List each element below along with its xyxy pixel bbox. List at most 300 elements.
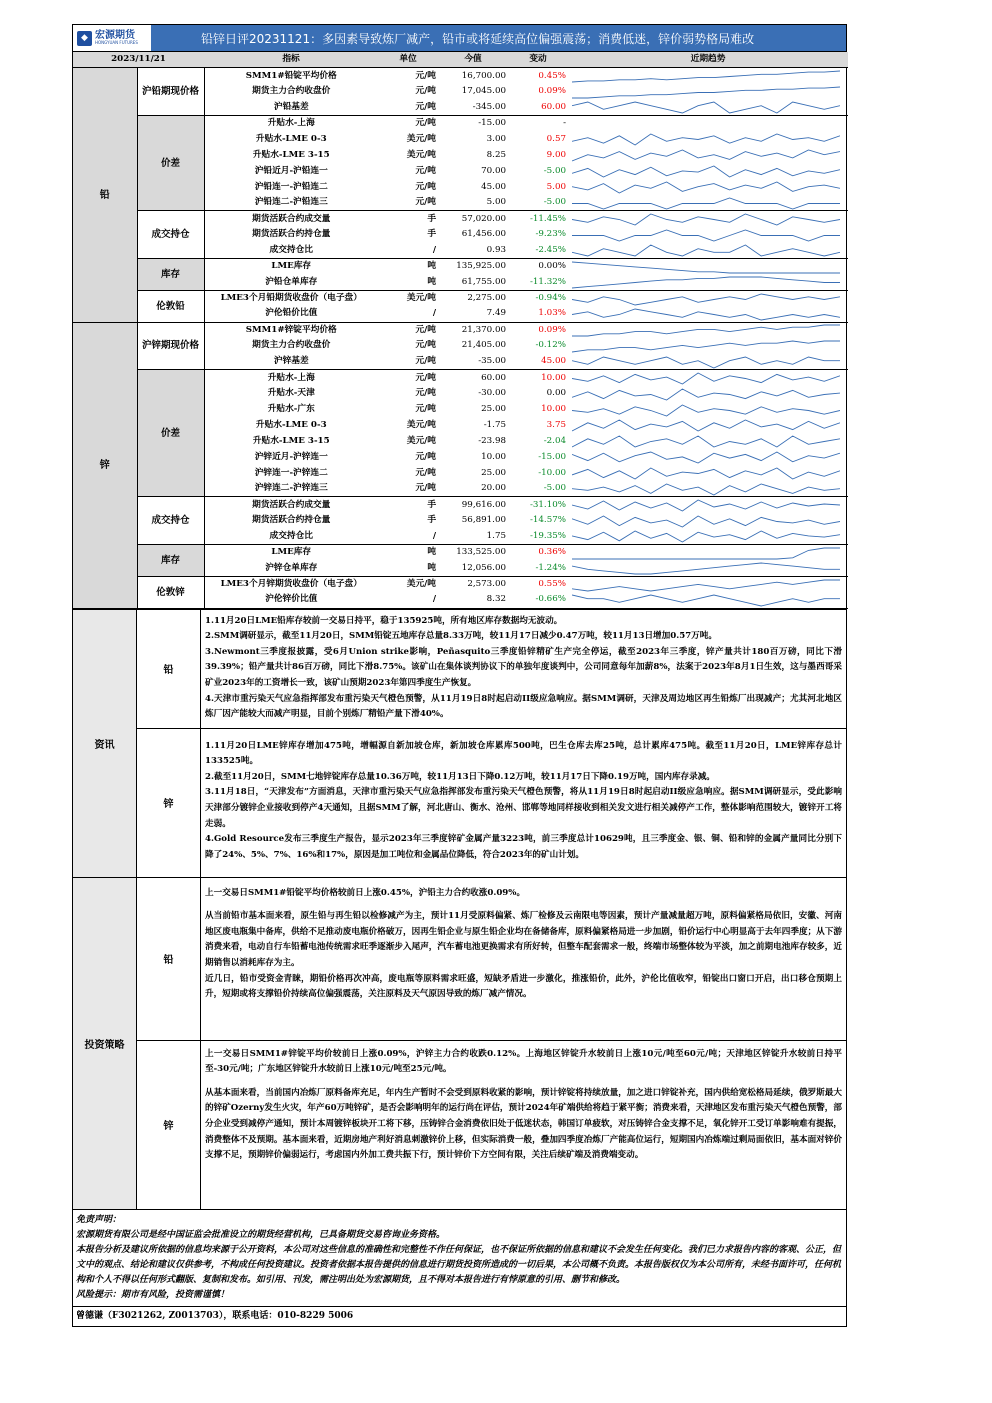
sparkline-line <box>572 531 840 542</box>
sparkline-svg <box>572 212 840 226</box>
sparkline-line <box>572 277 840 288</box>
trend-sparkline <box>568 497 848 513</box>
sparkline-line <box>572 309 840 320</box>
indicator-change: -11.32% <box>508 274 568 290</box>
indicator-value: 8.32 <box>438 592 508 608</box>
indicator-unit: 元/吨 <box>378 100 438 116</box>
indicator-name: 沪锌连一-沪锌连二 <box>254 467 328 478</box>
indicator-change: -2.04 <box>543 435 566 446</box>
strategy-lead-para: 近几日，铅市受资金青睐，期铅价格再次冲高，废电瓶等原料需求旺盛，短缺矛盾进一步激化，推涨铅价，此外，沪伦比值收窄，铅锭出口窗口开启，出口移仓预期上升，短期或将支撑铅价持续高位偏强震荡，关注原料及天气原因导致的炼厂减产情况。 <box>205 973 842 1000</box>
trend-sparkline <box>568 529 848 545</box>
strategy-lead-block <box>137 878 846 1041</box>
disclaimer-line: 宏源期货有限公司是经中国证监会批准设立的期货经营机构，已具备期货交易咨询业务资格。 <box>76 1229 446 1240</box>
indicator-value: 61,456.00 <box>461 229 506 240</box>
news-lead-item: 2.SMM调研显示，截至11月20日，SMM铅锭五地库存总量8.33万吨，较11月17日减少0.47万吨，较11月13日增加0.57万吨。 <box>205 631 717 642</box>
indicator-unit: 手 <box>427 499 436 510</box>
company-logo <box>73 25 151 51</box>
disclaimer-title: 免责声明： <box>76 1214 122 1225</box>
news-lead-item: 1.11月20日LME铅库存较前一交易日持平，稳于135925吨，所有地区库存数据均无波动。 <box>205 615 563 626</box>
indicator-change: 45.00 <box>508 354 568 370</box>
trend-sparkline <box>568 131 848 147</box>
indicator-unit: 手 <box>427 229 436 240</box>
indicator-change: 5.00 <box>546 181 566 192</box>
metal-label-lead: 铅 <box>73 68 137 322</box>
trend-sparkline <box>568 561 848 577</box>
indicator-change: 0.57 <box>546 133 566 144</box>
sparkline-svg <box>572 307 840 321</box>
trend-sparkline <box>568 481 848 497</box>
indicator-name: LME3个月铅期货收盘价（电子盘） <box>220 293 362 304</box>
sparkline-svg <box>572 498 840 512</box>
indicator-value: 7.49 <box>438 306 508 322</box>
indicator-name: 期货活跃合约持仓量 <box>252 515 331 526</box>
sparkline-svg <box>572 561 840 575</box>
trend-sparkline <box>568 243 848 259</box>
sparkline-svg <box>572 355 840 369</box>
indicator-change: 10.00 <box>541 372 566 383</box>
news-lead-text <box>201 610 846 728</box>
table-row <box>73 497 848 513</box>
sparkline-svg <box>572 260 840 274</box>
sparkline-svg <box>572 434 840 448</box>
group-label: 库存 <box>137 545 204 577</box>
report-title: 铅锌日评20231121：多因素导致炼厂减产，铅市或将延续高位偏强震荡；消费低迷，锌价弱势格局难改 <box>201 31 755 46</box>
strategy-zinc-para: 从基本面来看，当前国内冶炼厂原料备库充足，年内生产暂时不会受到原料收紧的影响，预计锌锭将持续放量，加之进口锌锭补充，国内供给宽松格局延续，俄罗斯最大的锌矿Ozerny发生火灾，年产60万吨锌矿，是否会影响明年的运行尚在评估，预计2024年矿端供给将趋于紧平衡；消费来看，天津地区发布重污染天气橙色预警，部分企业受到减停产通知，预计本周镀锌板块开工将下移，压铸锌合金消费依旧处于低迷状态，韩国订单疲软，对压铸锌合金支撑不足，氧化锌开工受订单影响难有提振，消费整体不及预期。基本面来看，近期房地产利好消息刺激锌价上移，但实际消费一般，叠加四季度冶炼厂产能高位运行，短期国内冶炼端过剩局面依旧，基本面对锌价支撑不足，预期锌价偏弱运行，考虑国内外加工费共振下行，预计锌价下方空间有限，关注后续矿端及消费端变动。 <box>205 1087 842 1161</box>
indicator-change: -14.57% <box>529 515 566 526</box>
trend-sparkline <box>568 116 848 132</box>
indicator-name: 沪铅连二-沪铅连三 <box>204 195 378 211</box>
indicator-change: -5.00 <box>508 481 568 497</box>
indicator-change: 0.36% <box>538 547 566 558</box>
trend-sparkline <box>568 259 848 275</box>
sparkline-svg <box>572 387 840 401</box>
indicator-unit: 美元/吨 <box>406 579 436 590</box>
news-lead-block <box>137 610 846 729</box>
indicator-name: 成交持仓比 <box>204 529 378 545</box>
sparkline-line <box>572 500 840 511</box>
indicator-name: LME库存 <box>271 547 312 558</box>
trend-sparkline <box>568 576 848 592</box>
sparkline-line <box>572 262 840 273</box>
indicator-unit: 吨 <box>427 547 436 558</box>
indicator-unit: 美元/吨 <box>406 419 436 430</box>
sparkline-line <box>572 580 840 591</box>
news-zinc-label: 锌 <box>137 729 201 877</box>
indicator-value: 20.00 <box>438 481 508 497</box>
indicator-change: 10.00 <box>541 404 566 415</box>
indicator-value: -345.00 <box>438 100 508 116</box>
sparkline-line <box>572 436 840 447</box>
indicator-value: 1.75 <box>438 529 508 545</box>
indicator-value: 17,045.00 <box>461 86 506 97</box>
trend-sparkline <box>568 195 848 211</box>
sparkline-svg <box>572 546 840 560</box>
indicator-name: 沪铅仓单库存 <box>204 274 378 290</box>
news-lead-item: 4.天津市重污染天气应急指挥部发布重污染天气橙色预警，从11月19日8时起启动II级应急响应。据SMM调研，天津及周边地区再生铅炼厂出现减产；尤其河北地区炼厂因产能较大而减产明显，目前个别炼厂精铅产量下滑40%。 <box>205 693 842 720</box>
indicator-change: -31.10% <box>529 499 566 510</box>
indicator-unit: 吨 <box>378 561 438 577</box>
indicator-value: 2,275.00 <box>467 293 506 304</box>
strategy-lead-text <box>201 878 846 1040</box>
indicator-name: 升贴水-天津 <box>267 388 315 399</box>
strategy-lead-para: 上一交易日SMM1#铅锭平均价格较前日上涨0.45%，沪铅主力合约收涨0.09%。 <box>205 887 526 898</box>
sparkline-line <box>572 357 840 368</box>
table-row <box>73 545 848 561</box>
sparkline-line <box>572 373 840 384</box>
indicator-unit: / <box>378 592 438 608</box>
sparkline-line <box>572 294 840 305</box>
trend-sparkline <box>568 68 848 84</box>
indicator-value: 133,525.00 <box>456 547 506 558</box>
table-row <box>73 322 848 338</box>
indicator-value: -15.00 <box>478 118 506 129</box>
indicator-name: 沪锌连二-沪锌连三 <box>204 481 378 497</box>
header-indicator: 指标 <box>204 52 378 68</box>
logo-english: HONGYUAN FUTURES <box>95 40 138 45</box>
sparkline-svg <box>572 196 840 210</box>
trend-sparkline <box>568 163 848 179</box>
logo-name: 宏源期货 <box>95 30 135 41</box>
indicator-name: 期货活跃合约持仓量 <box>252 229 331 240</box>
news-section-label: 资讯 <box>73 610 137 877</box>
indicator-value: 2,573.00 <box>467 579 506 590</box>
indicator-value: 57,020.00 <box>461 213 506 224</box>
trend-sparkline <box>568 402 848 418</box>
sparkline-line <box>572 198 840 209</box>
indicator-unit: 元/吨 <box>415 165 436 176</box>
sparkline-svg <box>572 371 840 385</box>
indicator-name: 升贴水-LME 0-3 <box>255 419 327 430</box>
sparkline-svg <box>572 403 840 417</box>
indicator-name: 升贴水-LME 3-15 <box>252 149 330 160</box>
table-row <box>73 259 848 275</box>
indicator-value: 5.00 <box>438 195 508 211</box>
header-unit: 单位 <box>378 52 438 68</box>
sparkline-line <box>572 182 840 193</box>
trend-sparkline <box>568 417 848 433</box>
sparkline-line <box>572 102 840 113</box>
table-row <box>73 211 848 227</box>
indicator-change: 0.45% <box>538 70 566 81</box>
strategy-section-label: 投资策略 <box>73 878 137 1209</box>
indicator-unit: 元/吨 <box>415 118 436 129</box>
sparkline-line <box>572 150 840 161</box>
indicator-value: 21,405.00 <box>461 340 506 351</box>
indicator-name: 升贴水-LME 3-15 <box>252 435 330 446</box>
indicator-value: 99,616.00 <box>461 499 506 510</box>
indicator-change: -0.66% <box>508 592 568 608</box>
header-change: 变动 <box>508 52 568 68</box>
indicator-unit: 元/吨 <box>415 404 436 415</box>
indicator-value: 3.00 <box>486 133 506 144</box>
strategy-lead-label: 铅 <box>137 878 201 1040</box>
indicator-name: 期货活跃合约成交量 <box>252 213 331 224</box>
header-date: 2023/11/21 <box>73 52 204 68</box>
trend-sparkline <box>568 338 848 354</box>
sparkline-svg <box>572 85 840 99</box>
indicator-change: -10.00 <box>538 467 566 478</box>
table-row <box>73 68 848 84</box>
sparkline-line <box>572 468 840 479</box>
indicator-name: SMM1#锌锭平均价格 <box>245 324 337 335</box>
trend-sparkline <box>568 211 848 227</box>
indicator-name: 沪锌仓单库存 <box>204 561 378 577</box>
sparkline-svg <box>572 164 840 178</box>
sparkline-line <box>572 230 840 241</box>
indicator-change: 0.09% <box>538 86 566 97</box>
indicator-unit: 美元/吨 <box>406 435 436 446</box>
indicator-change: -9.23% <box>535 229 566 240</box>
news-zinc-text <box>201 729 846 877</box>
trend-sparkline <box>568 449 848 465</box>
trend-sparkline <box>568 354 848 370</box>
indicator-change: 3.75 <box>546 419 566 430</box>
sparkline-svg <box>572 339 840 353</box>
sparkline-line <box>572 245 840 256</box>
sparkline-svg <box>572 100 840 114</box>
trend-sparkline <box>568 465 848 481</box>
group-label: 成交持仓 <box>137 211 204 259</box>
trend-sparkline <box>568 433 848 449</box>
news-lead-item: 3.Newmont三季度报披露，受6月Union strike影响，Peñasquito三季度铅锌精矿生产完全停运，截至2023年三季度，锌产量共计180百万磅，同比下滑39.39%；铅产量共计86百万磅，同比下滑8.75%。该矿山在集体谈判协议下的单独年度谈判中，公司同意每年加薪8%，法案于2023年8月1日生效，这与墨西哥采矿业2023年的工资增长一致，该矿山预期2023年第四季度生产恢复。 <box>205 646 842 689</box>
indicator-change: 0.00 <box>546 388 566 399</box>
sparkline-line <box>572 341 840 352</box>
sparkline-line <box>572 452 840 463</box>
sparkline-line <box>572 134 840 145</box>
sparkline-line <box>572 420 840 431</box>
metal-label-zinc: 锌 <box>73 322 137 608</box>
strategy-zinc-para: 上一交易日SMM1#锌锭平均价较前日上涨0.09%，沪锌主力合约收跌0.12%。上海地区锌锭升水较前日上涨10元/吨至60元/吨；天津地区锌锭升水较前日持平至-30元/吨；广东地区锌锭升水较前日上涨10元/吨至25元/吨。 <box>205 1048 842 1075</box>
indicator-value: 25.00 <box>481 404 506 415</box>
trend-sparkline <box>568 84 848 100</box>
indicator-table <box>73 52 848 609</box>
news-zinc-item: 2.截至11月20日，SMM七地锌锭库存总量10.36万吨，较11月13日下降0.12万吨，较11月17日下降0.19万吨，国内库存录减。 <box>205 771 715 782</box>
indicator-name: LME3个月锌期货收盘价（电子盘） <box>220 579 362 590</box>
indicator-value: 56,891.00 <box>461 515 506 526</box>
trend-sparkline <box>568 592 848 608</box>
indicator-name: 沪锌近月-沪锌连一 <box>254 451 328 462</box>
news-lead-label: 铅 <box>137 610 201 728</box>
indicator-unit: 元/吨 <box>378 195 438 211</box>
indicator-unit: 元/吨 <box>415 467 436 478</box>
table-row <box>73 370 848 386</box>
disclaimer-line: 风险提示：期市有风险，投资需谨慎！ <box>76 1289 230 1300</box>
indicator-change: -15.00 <box>538 451 566 462</box>
indicator-name: 期货主力合约收盘价 <box>252 86 331 97</box>
indicator-name: 沪伦锌价比值 <box>204 592 378 608</box>
trend-sparkline <box>568 306 848 322</box>
sparkline-svg <box>572 593 840 607</box>
indicator-name: 沪伦铅价比值 <box>204 306 378 322</box>
trend-sparkline <box>568 227 848 243</box>
trend-sparkline <box>568 100 848 116</box>
sparkline-line <box>572 548 840 559</box>
indicator-unit: / <box>378 306 438 322</box>
indicator-unit: 元/吨 <box>415 451 436 462</box>
indicator-name: 升贴水-上海 <box>267 372 315 383</box>
group-label: 沪锌期现价格 <box>137 322 204 370</box>
header-value: 今值 <box>438 52 508 68</box>
trend-sparkline <box>568 179 848 195</box>
indicator-name: 沪铅连一-沪铅连二 <box>254 181 328 192</box>
indicator-unit: 元/吨 <box>415 340 436 351</box>
indicator-value: 135,925.00 <box>456 261 506 272</box>
sparkline-svg <box>572 292 840 306</box>
strategy-section <box>73 877 846 1209</box>
group-label: 价差 <box>137 370 204 497</box>
indicator-change: -5.00 <box>543 165 566 176</box>
indicator-change: 0.09% <box>538 324 566 335</box>
group-label: 伦敦锌 <box>137 576 204 608</box>
disclaimer <box>73 1209 846 1306</box>
sparkline-line <box>572 389 840 400</box>
indicator-name: 沪铅基差 <box>204 100 378 116</box>
sparkline-svg <box>572 514 840 528</box>
sparkline-line <box>572 595 840 606</box>
trend-sparkline <box>568 386 848 402</box>
sparkline-line <box>572 166 840 177</box>
trend-sparkline <box>568 370 848 386</box>
news-zinc-item: 1.11月20日LME锌库存增加475吨，增幅源自新加坡仓库，新加坡仓库累库500吨，巴生仓库去库25吨，总计累库475吨。截至11月20日，LME锌库存总计133525吨。 <box>205 740 842 767</box>
indicator-name: SMM1#铅锭平均价格 <box>245 70 337 81</box>
strategy-zinc-label: 锌 <box>137 1041 201 1209</box>
trend-sparkline <box>568 147 848 163</box>
analyst-contact: 曾德谦（F3021262, Z0013703），联系电话：010-8229 5006 <box>73 1306 846 1326</box>
indicator-change: 1.03% <box>508 306 568 322</box>
header-trend: 近期趋势 <box>568 52 848 68</box>
sparkline-line <box>572 71 840 82</box>
indicator-unit: 美元/吨 <box>406 133 436 144</box>
indicator-value: 16,700.00 <box>461 70 506 81</box>
indicator-change: -0.12% <box>535 340 566 351</box>
indicator-value: 45.00 <box>481 181 506 192</box>
report-page <box>72 24 847 1327</box>
sparkline-line <box>572 484 840 495</box>
indicator-change: - <box>563 118 566 129</box>
strategy-zinc-block <box>137 1041 846 1209</box>
indicator-change: -11.45% <box>529 213 566 224</box>
indicator-unit: 元/吨 <box>415 324 436 335</box>
indicator-unit: 元/吨 <box>378 354 438 370</box>
indicator-value: 61,755.00 <box>438 274 508 290</box>
indicator-change: 9.00 <box>546 149 566 160</box>
sparkline-line <box>572 563 840 574</box>
table-row <box>73 576 848 592</box>
sparkline-svg <box>572 180 840 194</box>
indicator-name: 升贴水-广东 <box>267 404 315 415</box>
indicator-name: 升贴水-上海 <box>267 118 315 129</box>
indicator-unit: 吨 <box>378 274 438 290</box>
indicator-unit: 元/吨 <box>378 481 438 497</box>
table-row <box>73 290 848 306</box>
indicator-change: -2.45% <box>508 243 568 259</box>
indicator-unit: 手 <box>427 515 436 526</box>
disclaimer-line: 本报告分析及建议所依据的信息均来源于公开资料，本公司对这些信息的准确性和完整性不作任何保证，也不保证所依据的信息和建议不会发生任何变化。我们已力求报告内容的客观、公正，但文中的观点、结论和建议仅供参考，不构成任何投资建议。投资者依据本报告提供的信息进行期货投资所造成的一切后果，本公司概不负责。本报告版权仅为本公司所有，未经书面许可，任何机构和个人不得以任何形式翻版、复制和发布。如引用、刊发，需注明出处为宏源期货，且不得对本报告进行有悖原意的引用、删节和修改。 <box>76 1244 842 1285</box>
sparkline-svg <box>572 482 840 496</box>
sparkline-svg <box>572 529 840 543</box>
trend-sparkline <box>568 513 848 529</box>
indicator-unit: 美元/吨 <box>406 149 436 160</box>
sparkline-line <box>572 516 840 527</box>
indicator-change: -0.94% <box>535 293 566 304</box>
indicator-value: -35.00 <box>438 354 508 370</box>
indicator-value: 25.00 <box>481 467 506 478</box>
sparkline-svg <box>572 275 840 289</box>
sparkline-svg <box>572 466 840 480</box>
strategy-lead-para: 从当前铅市基本面来看，原生铅与再生铅以检修减产为主，预计11月受原料偏紧、炼厂检修及云南限电等因素，预计产量减量超万吨，原料偏紧格局依旧，安徽、河南地区废电瓶集中备库，供给不足推动废电瓶价格破万，因再生铅企业与原生铅企业均在备储备库，原料偏紧格局进一步加剧，铅价运行中心明显高于去年四季度；从下游消费来看，电动自行车铅蓄电池传统需求旺季逐渐步入尾声，汽车蓄电池更换需求有所好转，但整车配套需求一般，终端市场整体较为平淡，加之前期电池库存较多，近期销售以消耗库存为主。 <box>205 911 842 969</box>
sparkline-svg <box>572 243 840 257</box>
group-label: 伦敦铅 <box>137 290 204 322</box>
indicator-unit: 元/吨 <box>415 86 436 97</box>
indicator-value: -23.98 <box>478 435 506 446</box>
indicator-unit: 元/吨 <box>415 181 436 192</box>
indicator-unit: 手 <box>427 213 436 224</box>
indicator-unit: 元/吨 <box>415 372 436 383</box>
indicator-change: 0.55% <box>538 579 566 590</box>
indicator-change: -1.24% <box>508 561 568 577</box>
indicator-value: 21,370.00 <box>461 324 506 335</box>
sparkline-line <box>572 87 840 98</box>
report-banner <box>73 25 846 52</box>
group-label: 成交持仓 <box>137 497 204 545</box>
indicator-unit: 吨 <box>427 261 436 272</box>
indicator-value: 8.25 <box>486 149 506 160</box>
sparkline-svg <box>572 148 840 162</box>
sparkline-svg <box>572 418 840 432</box>
indicator-value: 0.93 <box>438 243 508 259</box>
indicator-name: 升贴水-LME 0-3 <box>255 133 327 144</box>
group-label: 沪铅期现价格 <box>137 68 204 116</box>
indicator-unit: / <box>378 529 438 545</box>
logo-icon: ◆ <box>77 31 92 46</box>
indicator-unit: / <box>378 243 438 259</box>
indicator-unit: 美元/吨 <box>406 293 436 304</box>
news-zinc-block <box>137 729 846 877</box>
sparkline-line <box>572 325 840 336</box>
strategy-zinc-text <box>201 1041 846 1209</box>
sparkline-svg <box>572 578 840 592</box>
indicator-change: 0.00% <box>538 261 566 272</box>
sparkline-svg <box>572 450 840 464</box>
indicator-change: -5.00 <box>508 195 568 211</box>
indicator-name: 沪铅近月-沪铅连一 <box>254 165 328 176</box>
trend-sparkline <box>568 322 848 338</box>
group-label: 库存 <box>137 259 204 291</box>
indicator-value: -1.75 <box>483 419 506 430</box>
trend-sparkline <box>568 290 848 306</box>
indicator-unit: 元/吨 <box>415 70 436 81</box>
indicator-name: 期货主力合约收盘价 <box>252 340 331 351</box>
indicator-change: 60.00 <box>508 100 568 116</box>
news-section <box>73 609 846 877</box>
sparkline-svg <box>572 132 840 146</box>
sparkline-svg <box>572 323 840 337</box>
indicator-change: -19.35% <box>508 529 568 545</box>
table-row <box>73 116 848 132</box>
indicator-name: 期货活跃合约成交量 <box>252 499 331 510</box>
indicator-value: 10.00 <box>481 451 506 462</box>
news-zinc-item: 4.Gold Resource发布三季度生产报告，显示2023年三季度锌矿金属产量3223吨，前三季度总计10629吨，且三季度金、银、铜、铅和锌的金属产量同比分别下降了24%、5%、7%、16%和17%，原因是加工吨位和金属品位降低，符合2023年的矿山计划。 <box>205 834 842 860</box>
sparkline-line <box>572 405 840 416</box>
indicator-value: 60.00 <box>481 372 506 383</box>
indicator-unit: 元/吨 <box>415 388 436 399</box>
sparkline-svg <box>572 228 840 242</box>
news-zinc-item: 3.11月18日，“天津发布”方面消息，天津市重污染天气应急指挥部发布重污染天气橙色预警，将从11月19日8时起启动II级应急响应。据SMM调研显示，受此影响天津部分镀锌企业接收到停产4天通知，且据SMM了解，河北唐山、衡水、沧州、邯郸等地同样接收到相关发文进行相关减停产工作，整体影响范围较大，镀锌开工将走弱。 <box>205 787 842 829</box>
indicator-value: 12,056.00 <box>438 561 508 577</box>
indicator-value: 70.00 <box>481 165 506 176</box>
group-label: 价差 <box>137 116 204 211</box>
sparkline-line <box>572 214 840 225</box>
